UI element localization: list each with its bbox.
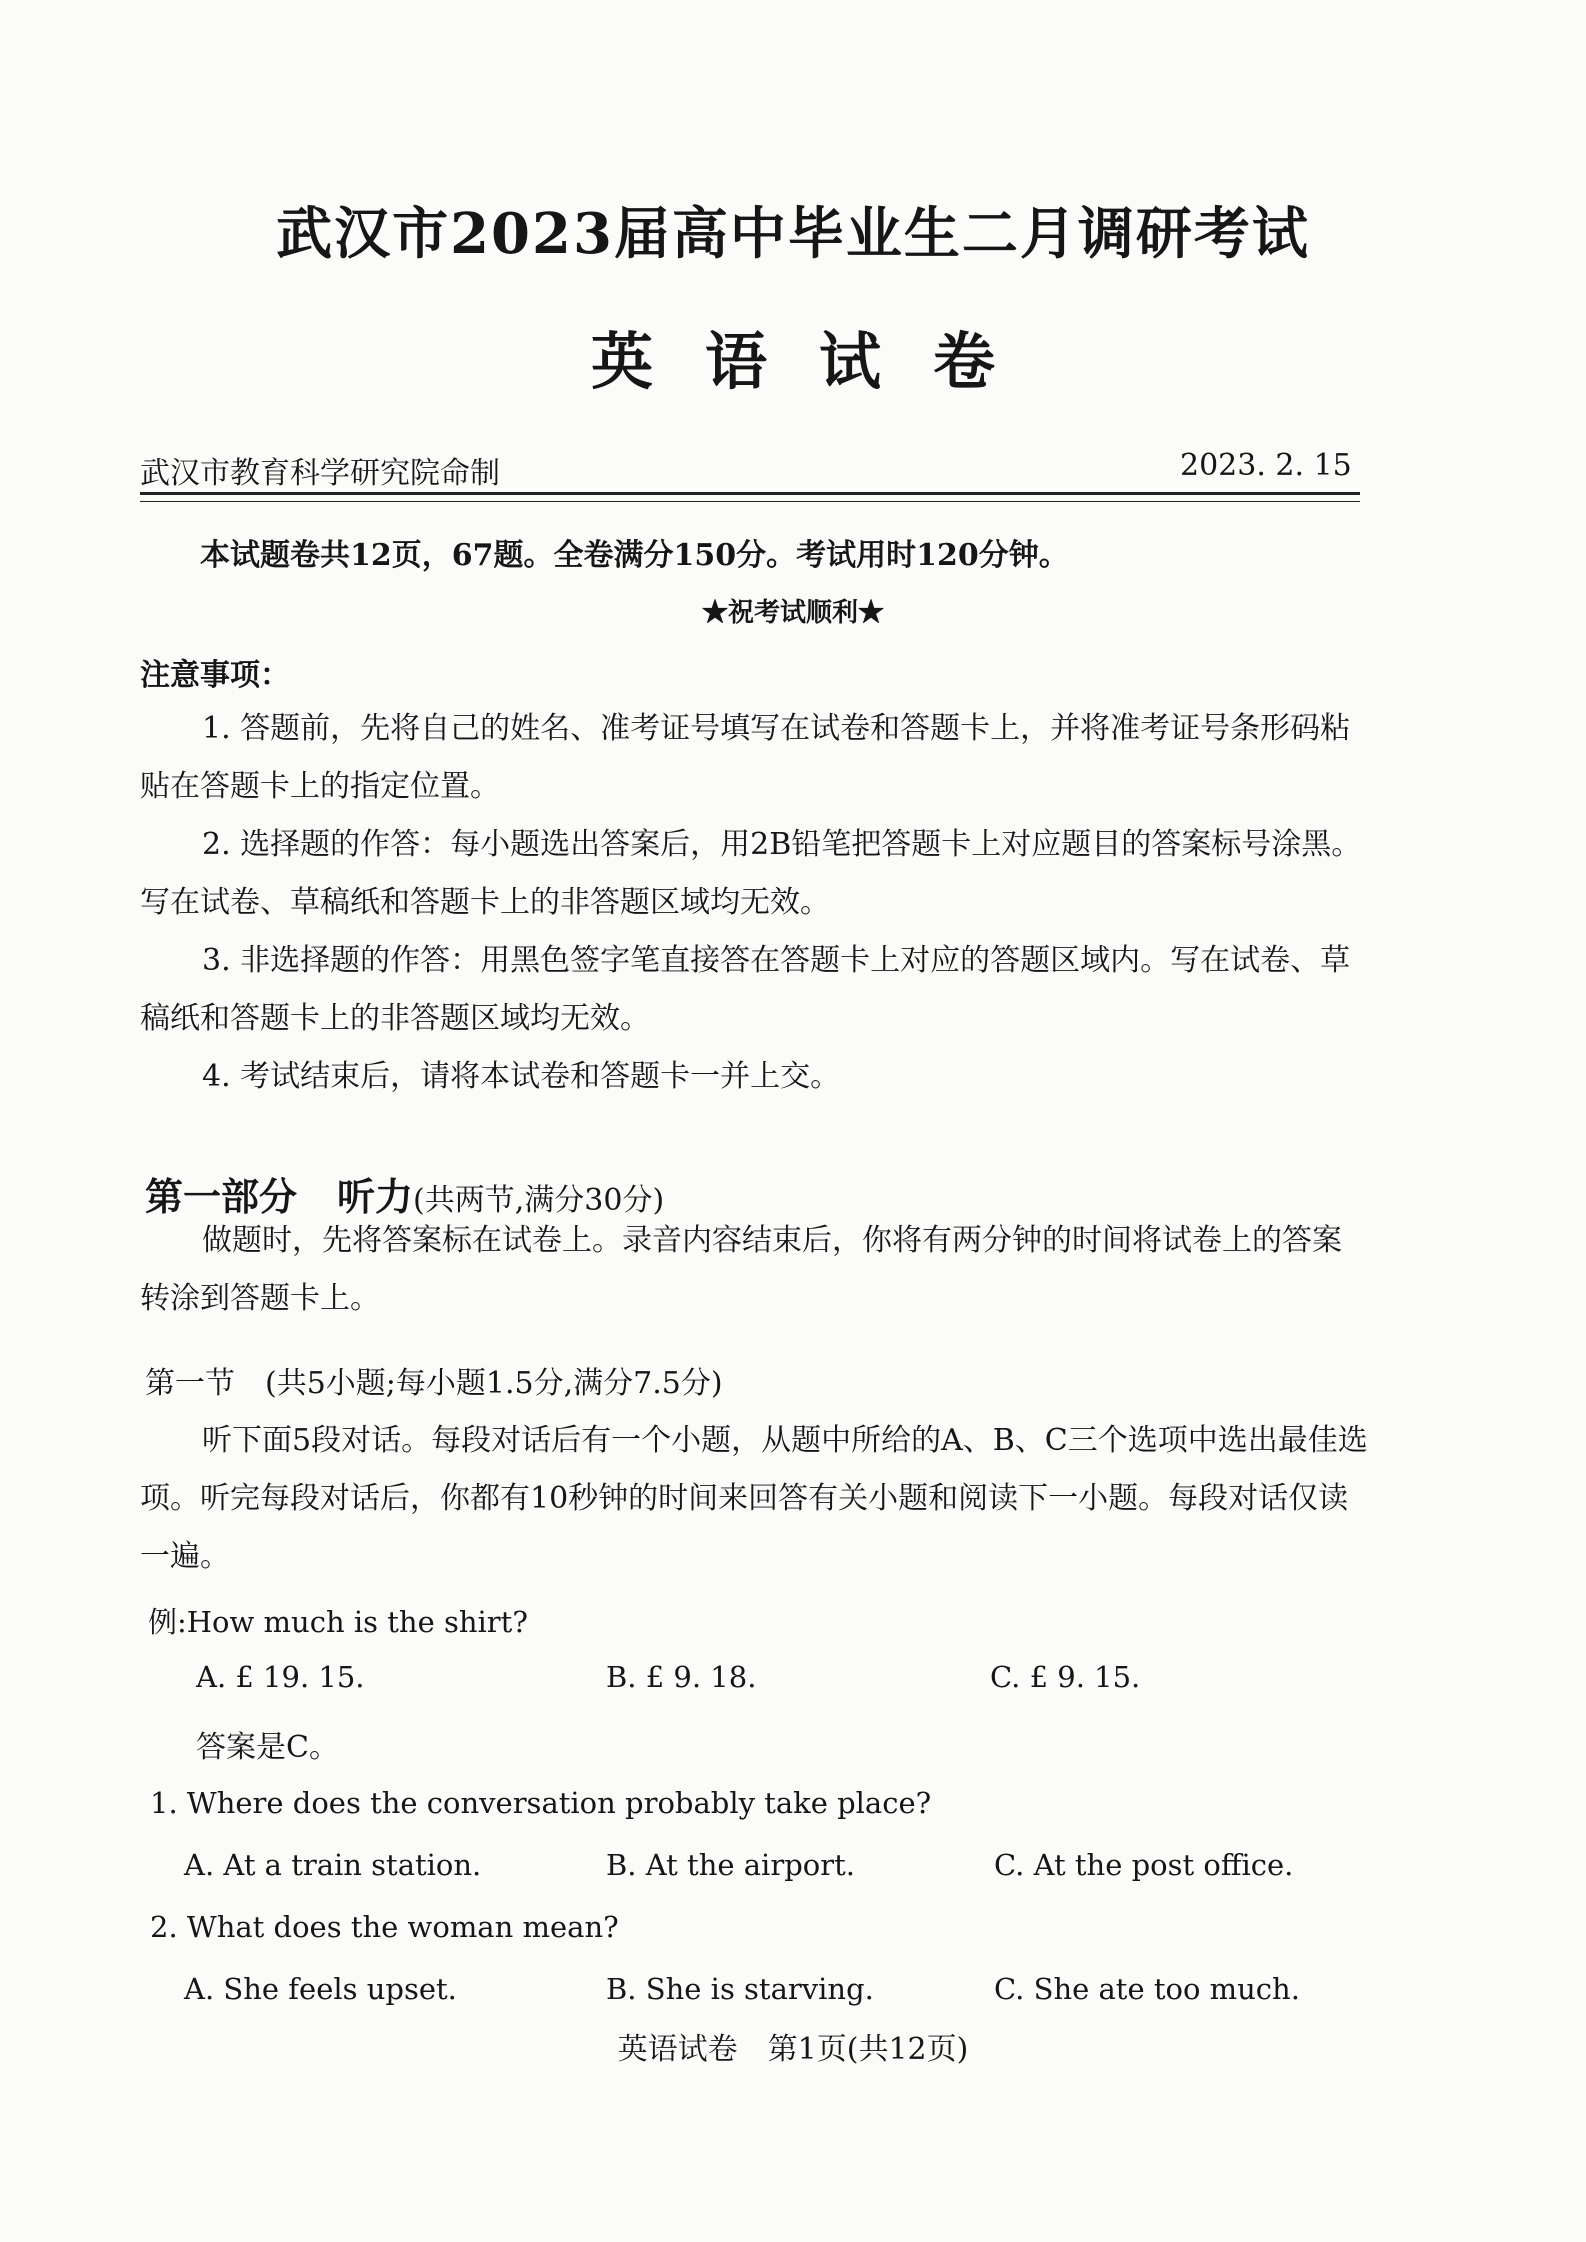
part1-score: (共两节,满分30分) xyxy=(413,1183,665,1218)
section1-instruction-block xyxy=(140,1412,1370,1586)
section1-heading: 第一节 (共5小题;每小题1.5分,满分7.5分) xyxy=(145,1366,723,1401)
exam-date: 2023. 2. 15 xyxy=(1180,448,1352,483)
part1-instruction-block xyxy=(140,1212,1370,1328)
q2-option-b: B. She is starving. xyxy=(606,1972,874,2006)
part1-instruction: 做题时，先将答案标在试卷上。录音内容结束后，你将有两分钟的时间将试卷上的答案转涂到答题卡上。 xyxy=(140,1223,1342,1316)
q2-option-c: C. She ate too much. xyxy=(994,1972,1300,2006)
question-1: 1. Where does the conversation probably take place? xyxy=(150,1786,932,1820)
part1-label: 第一部分 xyxy=(145,1174,298,1219)
example-answer: 答案是C。 xyxy=(196,1730,339,1765)
header-rule xyxy=(140,492,1360,502)
exam-info: 本试题卷共12页，67题。全卷满分150分。考试用时120分钟。 xyxy=(200,538,1069,573)
page-footer: 英语试卷 第1页(共12页) xyxy=(617,2032,969,2067)
section1-instruction: 听下面5段对话。每段对话后有一个小题，从题中所给的A、B、C三个选项中选出最佳选项。听完每段对话后，你都有10秒钟的时间来回答有关小题和阅读下一小题。每段对话仅读一遍。 xyxy=(140,1423,1368,1574)
q1-option-c: C. At the post office. xyxy=(994,1848,1294,1882)
part1-name: 听力 xyxy=(337,1174,414,1219)
example-option-a: A. £ 19. 15. xyxy=(196,1660,365,1694)
q2-option-a: A. She feels upset. xyxy=(184,1972,457,2006)
notes-title: 注意事项： xyxy=(140,658,290,693)
example-option-b: B. £ 9. 18. xyxy=(606,1660,757,1694)
exam-title: 武汉市2023届高中毕业生二月调研考试 xyxy=(276,201,1310,267)
exam-subtitle: 英语试卷 xyxy=(590,325,1047,398)
example-question: 例:How much is the shirt? xyxy=(148,1605,528,1639)
issuer: 武汉市教育科学研究院命制 xyxy=(140,456,500,491)
note-item: 2. 选择题的作答：每小题选出答案后，用2B铅笔把答题卡上对应题目的答案标号涂黑。写在试卷、草稿纸和答题卡上的非答题区域均无效。 xyxy=(140,827,1362,920)
good-luck-banner: ★祝考试顺利★ xyxy=(701,598,884,628)
question-2: 2. What does the woman mean? xyxy=(150,1910,619,1944)
q1-option-a: A. At a train station. xyxy=(184,1848,482,1882)
note-item: 3. 非选择题的作答：用黑色签字笔直接答在答题卡上对应的答题区域内。写在试卷、草稿纸和答题卡上的非答题区域均无效。 xyxy=(140,943,1351,1036)
notes-list xyxy=(140,700,1370,1106)
note-item: 1. 答题前，先将自己的姓名、准考证号填写在试卷和答题卡上，并将准考证号条形码粘贴在答题卡上的指定位置。 xyxy=(140,711,1351,804)
q1-option-b: B. At the airport. xyxy=(606,1848,855,1882)
note-item: 4. 考试结束后，请将本试卷和答题卡一并上交。 xyxy=(202,1059,841,1094)
example-option-c: C. £ 9. 15. xyxy=(990,1660,1141,1694)
